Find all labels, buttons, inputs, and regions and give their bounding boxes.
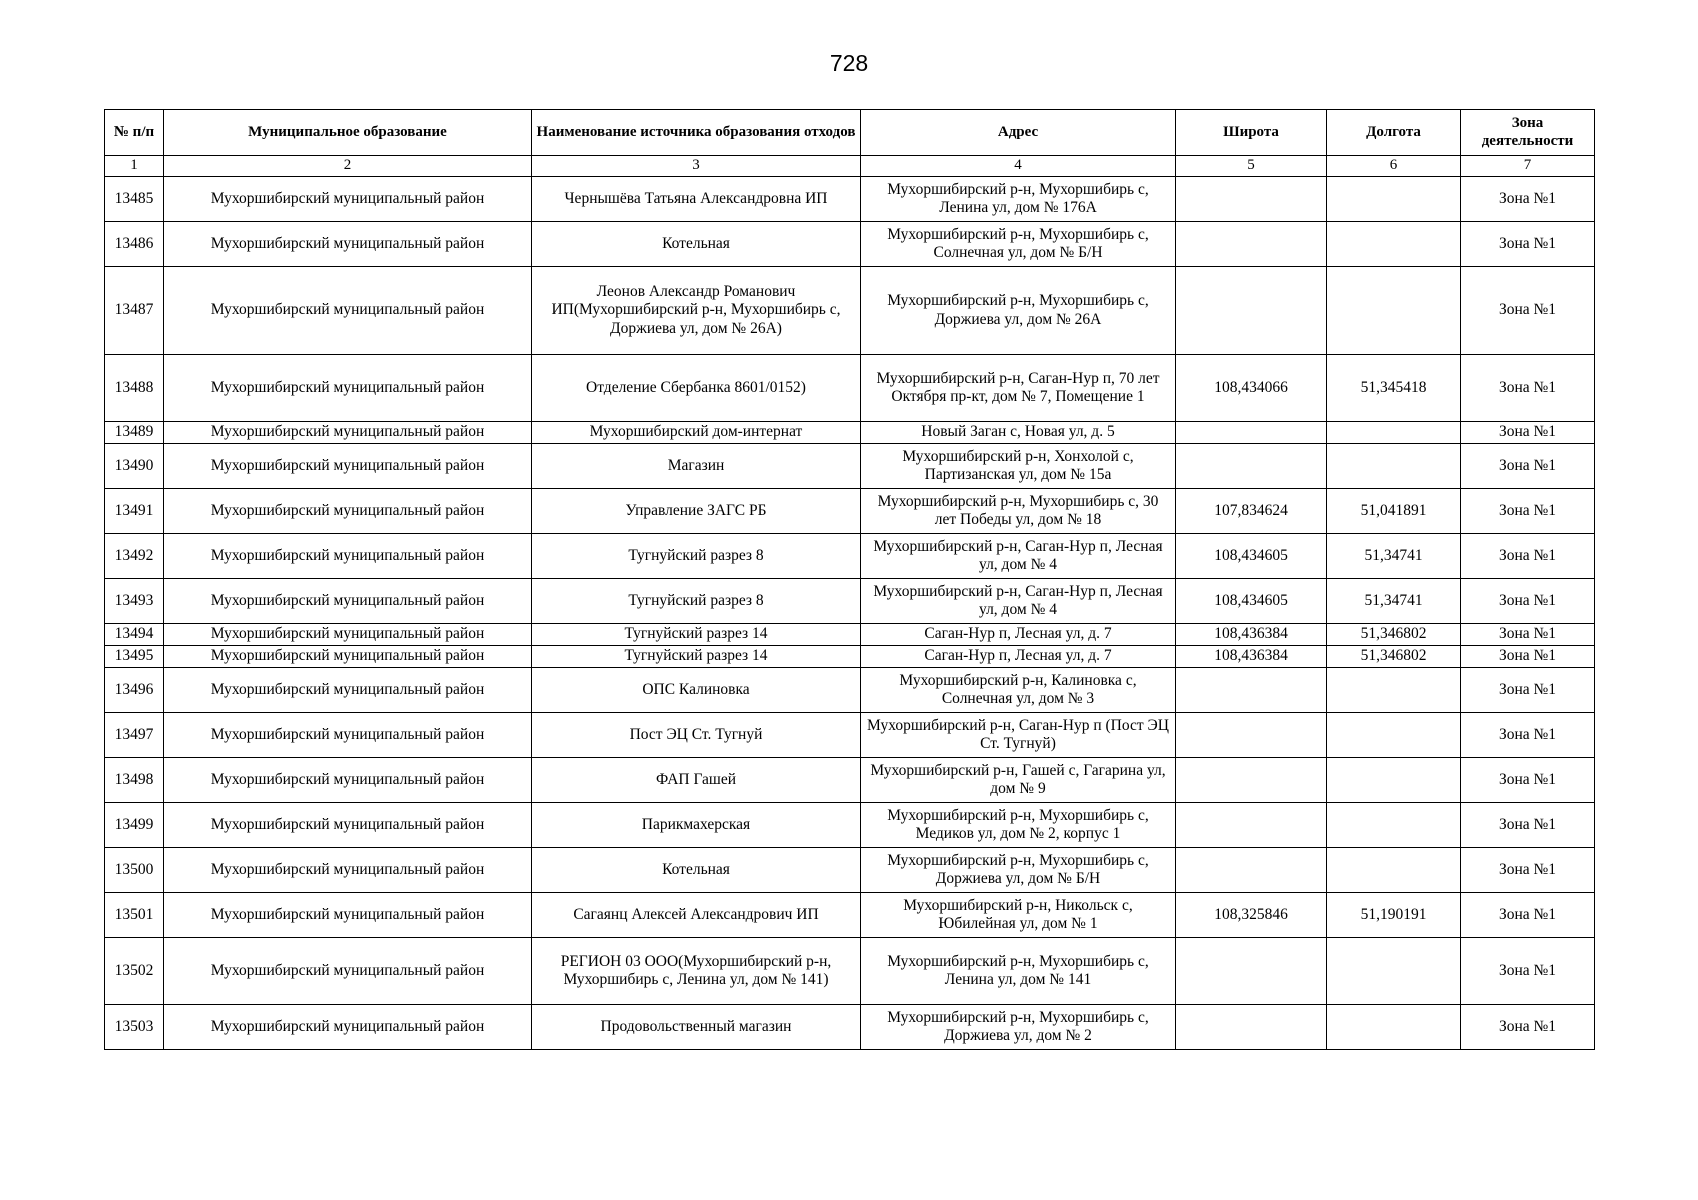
row-address: Мухоршибирский р-н, Мухоршибирь с, Солнечная ул, дом № Б/Н [861, 222, 1176, 267]
row-latitude: 108,325846 [1176, 893, 1327, 938]
row-latitude [1176, 1005, 1327, 1050]
row-source: Сагаянц Алексей Александрович ИП [532, 893, 861, 938]
row-municipality: Мухоршибирский муниципальный район [164, 938, 532, 1005]
table-row [105, 803, 1595, 848]
row-address: Саган-Нур п, Лесная ул, д. 7 [861, 646, 1176, 668]
row-address: Мухоршибирский р-н, Мухоршибирь с, Доржиева ул, дом № 2 [861, 1005, 1176, 1050]
table-row [105, 444, 1595, 489]
row-zone: Зона №1 [1461, 579, 1595, 624]
row-municipality: Мухоршибирский муниципальный район [164, 534, 532, 579]
table-row [105, 267, 1595, 355]
row-latitude [1176, 938, 1327, 1005]
row-number: 13493 [105, 579, 164, 624]
row-number: 13487 [105, 267, 164, 355]
row-municipality: Мухоршибирский муниципальный район [164, 489, 532, 534]
table-row [105, 534, 1595, 579]
row-zone: Зона №1 [1461, 803, 1595, 848]
row-zone: Зона №1 [1461, 668, 1595, 713]
header-latitude: Широта [1176, 110, 1327, 156]
row-source: Чернышёва Татьяна Александровна ИП [532, 177, 861, 222]
row-zone: Зона №1 [1461, 713, 1595, 758]
row-municipality: Мухоршибирский муниципальный район [164, 444, 532, 489]
table-row [105, 893, 1595, 938]
table-row [105, 579, 1595, 624]
row-latitude [1176, 713, 1327, 758]
row-source: Пост ЭЦ Ст. Тугнуй [532, 713, 861, 758]
column-index-cell: 4 [861, 156, 1176, 177]
row-address: Саган-Нур п, Лесная ул, д. 7 [861, 624, 1176, 646]
row-longitude: 51,34741 [1327, 534, 1461, 579]
row-longitude: 51,346802 [1327, 624, 1461, 646]
row-address: Мухоршибирский р-н, Гашей с, Гагарина ул, дом № 9 [861, 758, 1176, 803]
row-source: Котельная [532, 848, 861, 893]
row-number: 13501 [105, 893, 164, 938]
row-address: Мухоршибирский р-н, Никольск с, Юбилейная ул, дом № 1 [861, 893, 1176, 938]
row-longitude [1327, 444, 1461, 489]
row-zone: Зона №1 [1461, 267, 1595, 355]
row-address: Мухоршибирский р-н, Калиновка с, Солнечная ул, дом № 3 [861, 668, 1176, 713]
row-municipality: Мухоршибирский муниципальный район [164, 803, 532, 848]
row-address: Мухоршибирский р-н, Хонхолой с, Партизанская ул, дом № 15а [861, 444, 1176, 489]
header-zone: Зона деятельности [1461, 110, 1595, 156]
row-latitude [1176, 758, 1327, 803]
row-longitude [1327, 177, 1461, 222]
row-municipality: Мухоршибирский муниципальный район [164, 177, 532, 222]
row-municipality: Мухоршибирский муниципальный район [164, 668, 532, 713]
row-source: Продовольственный магазин [532, 1005, 861, 1050]
table-row [105, 938, 1595, 1005]
row-source: Мухоршибирский дом-интернат [532, 422, 861, 444]
row-address: Мухоршибирский р-н, Саган-Нур п, 70 лет Октября пр-кт, дом № 7, Помещение 1 [861, 355, 1176, 422]
row-number: 13499 [105, 803, 164, 848]
row-zone: Зона №1 [1461, 1005, 1595, 1050]
row-longitude: 51,190191 [1327, 893, 1461, 938]
column-index-cell: 1 [105, 156, 164, 177]
row-number: 13492 [105, 534, 164, 579]
row-address: Новый Заган с, Новая ул, д. 5 [861, 422, 1176, 444]
row-zone: Зона №1 [1461, 938, 1595, 1005]
row-latitude: 108,434066 [1176, 355, 1327, 422]
table-row [105, 1005, 1595, 1050]
row-zone: Зона №1 [1461, 758, 1595, 803]
row-source: Тугнуйский разрез 8 [532, 579, 861, 624]
row-municipality: Мухоршибирский муниципальный район [164, 1005, 532, 1050]
row-address: Мухоршибирский р-н, Мухоршибирь с, Медиков ул, дом № 2, корпус 1 [861, 803, 1176, 848]
table-row [105, 222, 1595, 267]
column-index-row [105, 156, 1595, 177]
row-source: ОПС Калиновка [532, 668, 861, 713]
column-index-cell: 2 [164, 156, 532, 177]
row-zone: Зона №1 [1461, 355, 1595, 422]
header-address: Адрес [861, 110, 1176, 156]
header-municipality: Муниципальное образование [164, 110, 532, 156]
row-source: ФАП Гашей [532, 758, 861, 803]
row-number: 13500 [105, 848, 164, 893]
row-municipality: Мухоршибирский муниципальный район [164, 713, 532, 758]
table-row [105, 668, 1595, 713]
column-index-cell: 6 [1327, 156, 1461, 177]
row-source: Котельная [532, 222, 861, 267]
row-municipality: Мухоршибирский муниципальный район [164, 355, 532, 422]
row-latitude: 108,434605 [1176, 579, 1327, 624]
row-address: Мухоршибирский р-н, Мухоршибирь с, Ленина ул, дом № 141 [861, 938, 1176, 1005]
row-municipality: Мухоршибирский муниципальный район [164, 646, 532, 668]
row-longitude [1327, 422, 1461, 444]
row-number: 13496 [105, 668, 164, 713]
table-row [105, 758, 1595, 803]
table-row [105, 489, 1595, 534]
row-longitude: 51,041891 [1327, 489, 1461, 534]
row-zone: Зона №1 [1461, 422, 1595, 444]
column-index-cell: 3 [532, 156, 861, 177]
row-longitude [1327, 803, 1461, 848]
table-row [105, 624, 1595, 646]
row-municipality: Мухоршибирский муниципальный район [164, 267, 532, 355]
table-row [105, 713, 1595, 758]
column-index-cell: 5 [1176, 156, 1327, 177]
row-address: Мухоршибирский р-н, Саган-Нур п (Пост ЭЦ Ст. Тугнуй) [861, 713, 1176, 758]
row-source: Отделение Сбербанка 8601/0152) [532, 355, 861, 422]
row-zone: Зона №1 [1461, 848, 1595, 893]
column-index-cell: 7 [1461, 156, 1595, 177]
row-longitude [1327, 267, 1461, 355]
row-number: 13486 [105, 222, 164, 267]
row-source: Тугнуйский разрез 14 [532, 646, 861, 668]
row-latitude [1176, 668, 1327, 713]
row-source: Леонов Александр Романович ИП(Мухоршибирский р-н, Мухоршибирь с, Доржиева ул, дом № 26А) [532, 267, 861, 355]
row-latitude [1176, 222, 1327, 267]
row-longitude [1327, 1005, 1461, 1050]
row-number: 13495 [105, 646, 164, 668]
row-zone: Зона №1 [1461, 177, 1595, 222]
row-number: 13489 [105, 422, 164, 444]
page-number: 728 [829, 50, 869, 76]
row-latitude [1176, 803, 1327, 848]
row-number: 13502 [105, 938, 164, 1005]
row-zone: Зона №1 [1461, 646, 1595, 668]
row-address: Мухоршибирский р-н, Саган-Нур п, Лесная ул, дом № 4 [861, 579, 1176, 624]
row-municipality: Мухоршибирский муниципальный район [164, 893, 532, 938]
table-row [105, 422, 1595, 444]
row-source: Магазин [532, 444, 861, 489]
table-row [105, 848, 1595, 893]
row-number: 13485 [105, 177, 164, 222]
row-municipality: Мухоршибирский муниципальный район [164, 222, 532, 267]
table-row [105, 355, 1595, 422]
row-latitude [1176, 444, 1327, 489]
row-latitude [1176, 848, 1327, 893]
row-zone: Зона №1 [1461, 444, 1595, 489]
header-source: Наименование источника образования отходов [532, 110, 861, 156]
row-latitude [1176, 177, 1327, 222]
row-address: Мухоршибирский р-н, Мухоршибирь с, Доржиева ул, дом № 26А [861, 267, 1176, 355]
row-source: Тугнуйский разрез 8 [532, 534, 861, 579]
row-number: 13494 [105, 624, 164, 646]
row-municipality: Мухоршибирский муниципальный район [164, 848, 532, 893]
row-longitude [1327, 222, 1461, 267]
row-municipality: Мухоршибирский муниципальный район [164, 758, 532, 803]
row-number: 13497 [105, 713, 164, 758]
row-source: Парикмахерская [532, 803, 861, 848]
row-address: Мухоршибирский р-н, Саган-Нур п, Лесная ул, дом № 4 [861, 534, 1176, 579]
row-source: Тугнуйский разрез 14 [532, 624, 861, 646]
row-longitude: 51,345418 [1327, 355, 1461, 422]
row-longitude [1327, 668, 1461, 713]
row-latitude: 107,834624 [1176, 489, 1327, 534]
row-number: 13498 [105, 758, 164, 803]
row-longitude: 51,346802 [1327, 646, 1461, 668]
table-row [105, 177, 1595, 222]
row-zone: Зона №1 [1461, 893, 1595, 938]
row-zone: Зона №1 [1461, 624, 1595, 646]
row-municipality: Мухоршибирский муниципальный район [164, 579, 532, 624]
row-municipality: Мухоршибирский муниципальный район [164, 624, 532, 646]
row-latitude: 108,436384 [1176, 624, 1327, 646]
row-address: Мухоршибирский р-н, Мухоршибирь с, Доржиева ул, дом № Б/Н [861, 848, 1176, 893]
row-address: Мухоршибирский р-н, Мухоршибирь с, 30 лет Победы ул, дом № 18 [861, 489, 1176, 534]
row-latitude: 108,436384 [1176, 646, 1327, 668]
header-number: № п/п [105, 110, 164, 156]
row-number: 13503 [105, 1005, 164, 1050]
waste-sources-table [104, 109, 1595, 1050]
row-source: Управление ЗАГС РБ [532, 489, 861, 534]
row-address: Мухоршибирский р-н, Мухоршибирь с, Ленина ул, дом № 176А [861, 177, 1176, 222]
row-number: 13490 [105, 444, 164, 489]
row-latitude [1176, 422, 1327, 444]
row-longitude [1327, 758, 1461, 803]
header-row [105, 110, 1595, 156]
row-zone: Зона №1 [1461, 489, 1595, 534]
row-longitude [1327, 713, 1461, 758]
row-municipality: Мухоршибирский муниципальный район [164, 422, 532, 444]
row-number: 13488 [105, 355, 164, 422]
row-latitude: 108,434605 [1176, 534, 1327, 579]
row-longitude: 51,34741 [1327, 579, 1461, 624]
row-zone: Зона №1 [1461, 222, 1595, 267]
table-body [105, 177, 1595, 1050]
row-latitude [1176, 267, 1327, 355]
header-longitude: Долгота [1327, 110, 1461, 156]
row-zone: Зона №1 [1461, 534, 1595, 579]
row-number: 13491 [105, 489, 164, 534]
row-source: РЕГИОН 03 ООО(Мухоршибирский р-н, Мухоршибирь с, Ленина ул, дом № 141) [532, 938, 861, 1005]
row-longitude [1327, 938, 1461, 1005]
table-row [105, 646, 1595, 668]
row-longitude [1327, 848, 1461, 893]
